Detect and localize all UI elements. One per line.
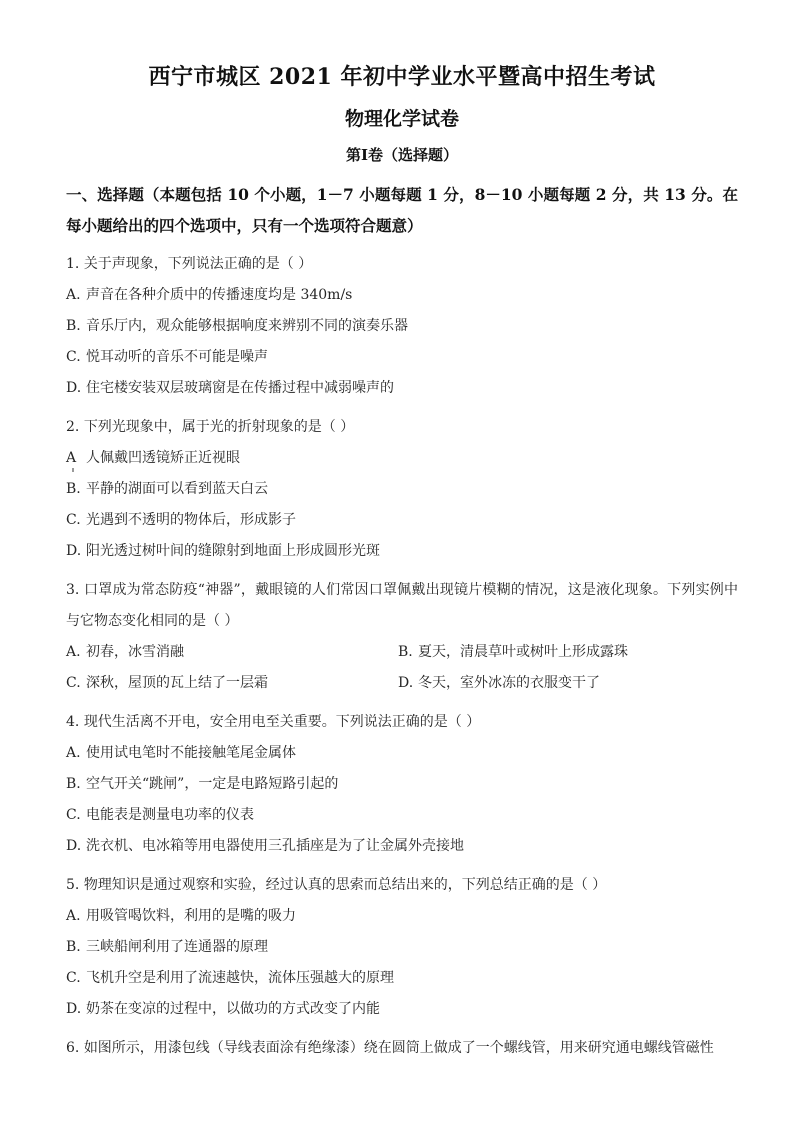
question-text: 口罩成为常态防疫“神器”，戴眼镜的人们常因口罩佩戴出现镜片模糊的情况，这是液化现象。下列实例中与它物态变化相同的是（ ）: [66, 582, 739, 629]
question-stem: [66, 707, 738, 738]
option-list: [66, 637, 738, 699]
option-b[interactable]: [66, 474, 738, 505]
option-a[interactable]: [66, 443, 738, 474]
option-text: 住宅楼安装双层玻璃窗是在传播过程中减弱噪声的: [86, 380, 394, 396]
option-text: 音乐厅内，观众能够根据响度来辨别不同的演奏乐器: [86, 318, 408, 334]
question-text: 现代生活离不开电，安全用电至关重要。下列说法正确的是（ ）: [83, 714, 481, 730]
question-3: [66, 567, 738, 699]
option-letter: B.: [66, 939, 81, 955]
option-letter: A.: [66, 908, 81, 924]
option-letter: A.: [66, 745, 81, 761]
option-a[interactable]: [66, 280, 738, 311]
question-text: 物理知识是通过观察和实验，经过认真的思索而总结出来的，下列总结正确的是（ ）: [83, 877, 607, 893]
option-text: 悦耳动听的音乐不可能是噪声: [86, 349, 268, 365]
question-stem: [66, 412, 738, 443]
option-text: 夏天，清晨草叶或树叶上形成露珠: [418, 644, 628, 660]
question-5: [66, 862, 738, 1025]
question-text: 下列光现象中，属于光的折射现象的是（ ）: [83, 419, 355, 435]
option-a[interactable]: [66, 738, 738, 769]
option-letter: D.: [398, 675, 414, 691]
question-number: 6.: [66, 1040, 80, 1056]
option-b[interactable]: [398, 637, 738, 668]
option-letter: B.: [398, 644, 413, 660]
page-title: 西宁市城区 2021 年初中学业水平暨高中招生考试: [148, 64, 656, 90]
option-letter: C.: [66, 675, 81, 691]
question-number: 3.: [66, 582, 80, 598]
question-number: 5.: [66, 877, 80, 893]
option-list: [66, 738, 738, 862]
option-text: 光遇到不透明的物体后，形成影子: [86, 512, 296, 528]
option-text: 飞机升空是利用了流速越快，流体压强越大的原理: [86, 970, 394, 986]
option-text: 声音在各种介质中的传播速度均是 340m/s: [86, 287, 353, 303]
question-6: [66, 1025, 738, 1064]
option-letter: C.: [66, 970, 81, 986]
option-text: 空气开关“跳闸”，一定是电路短路引起的: [86, 776, 339, 792]
option-letter: D.: [66, 1001, 82, 1017]
option-letter: A.: [66, 287, 81, 303]
option-letter: B.: [66, 776, 81, 792]
option-letter: D.: [66, 838, 82, 854]
option-letter: D.: [66, 380, 82, 396]
option-text: 平静的湖面可以看到蓝天白云: [86, 481, 268, 497]
option-text: 阳光透过树叶间的缝隙射到地面上形成圆形光斑: [86, 543, 380, 559]
section-instruction: 一、选择题（本题包括 10 个小题，1－7 小题每题 1 分，8－10 小题每题 2 分，共 13 分。在每小题给出的四个选项中，只有一个选项符合题意）: [66, 185, 738, 235]
question-stem: [66, 870, 738, 901]
question-stem: [66, 575, 738, 637]
option-text: 三峡船闸利用了连通器的原理: [86, 939, 268, 955]
option-d[interactable]: [66, 994, 738, 1025]
option-letter: C.: [66, 349, 81, 365]
option-letter: A.: [66, 644, 81, 660]
option-text: 洗衣机、电冰箱等用电器使用三孔插座是为了让金属外壳接地: [86, 838, 464, 854]
question-stem: [66, 249, 738, 280]
option-text: 人佩戴凹透镜矫正近视眼: [86, 450, 240, 466]
option-text: 深秋，屋顶的瓦上结了一层霜: [86, 675, 268, 691]
question-4: [66, 699, 738, 862]
option-text: 使用试电笔时不能接触笔尾金属体: [86, 745, 296, 761]
option-text: 冬天，室外冰冻的衣服变干了: [418, 675, 600, 691]
option-text: 用吸管喝饮料，利用的是嘴的吸力: [86, 908, 296, 924]
option-a[interactable]: [66, 901, 738, 932]
option-c[interactable]: [66, 505, 738, 536]
option-letter: C.: [66, 807, 81, 823]
part-label: 第Ⅰ卷（选择题）: [345, 146, 459, 164]
option-a[interactable]: [66, 637, 398, 668]
question-number: 4.: [66, 714, 80, 730]
option-text: 电能表是测量电功率的仪表: [86, 807, 254, 823]
option-letter: B.: [66, 481, 81, 497]
page-content: [66, 0, 738, 1064]
option-letter: C.: [66, 512, 81, 528]
question-number: 2.: [66, 419, 80, 435]
option-letter: B.: [66, 318, 81, 334]
question-text: 关于声现象，下列说法正确的是（ ）: [83, 256, 313, 272]
option-b[interactable]: [66, 932, 738, 963]
question-stem: [66, 1033, 738, 1064]
option-d[interactable]: [398, 668, 738, 699]
option-d[interactable]: [66, 831, 738, 862]
option-list: [66, 280, 738, 404]
option-text: 奶茶在变凉的过程中，以做功的方式改变了内能: [86, 1001, 380, 1017]
option-list: [66, 443, 738, 567]
question-number: 1.: [66, 256, 80, 272]
question-text: 如图所示，用漆包线（导线表面涂有绝缘漆）绕在圆筒上做成了一个螺线管，用来研究通电螺线管磁性: [83, 1040, 714, 1056]
option-c[interactable]: [66, 963, 738, 994]
option-d[interactable]: [66, 536, 738, 567]
option-d[interactable]: [66, 373, 738, 404]
option-b[interactable]: [66, 769, 738, 800]
question-2: [66, 404, 738, 567]
option-letter: D.: [66, 543, 82, 559]
option-c[interactable]: [66, 342, 738, 373]
option-text: 初春，冰雪消融: [86, 644, 184, 660]
option-c[interactable]: [66, 668, 398, 699]
option-letter: A: [66, 450, 77, 466]
page-subtitle: 物理化学试卷: [344, 108, 459, 130]
option-list: [66, 901, 738, 1025]
option-b[interactable]: [66, 311, 738, 342]
question-1: [66, 241, 738, 404]
option-c[interactable]: [66, 800, 738, 831]
